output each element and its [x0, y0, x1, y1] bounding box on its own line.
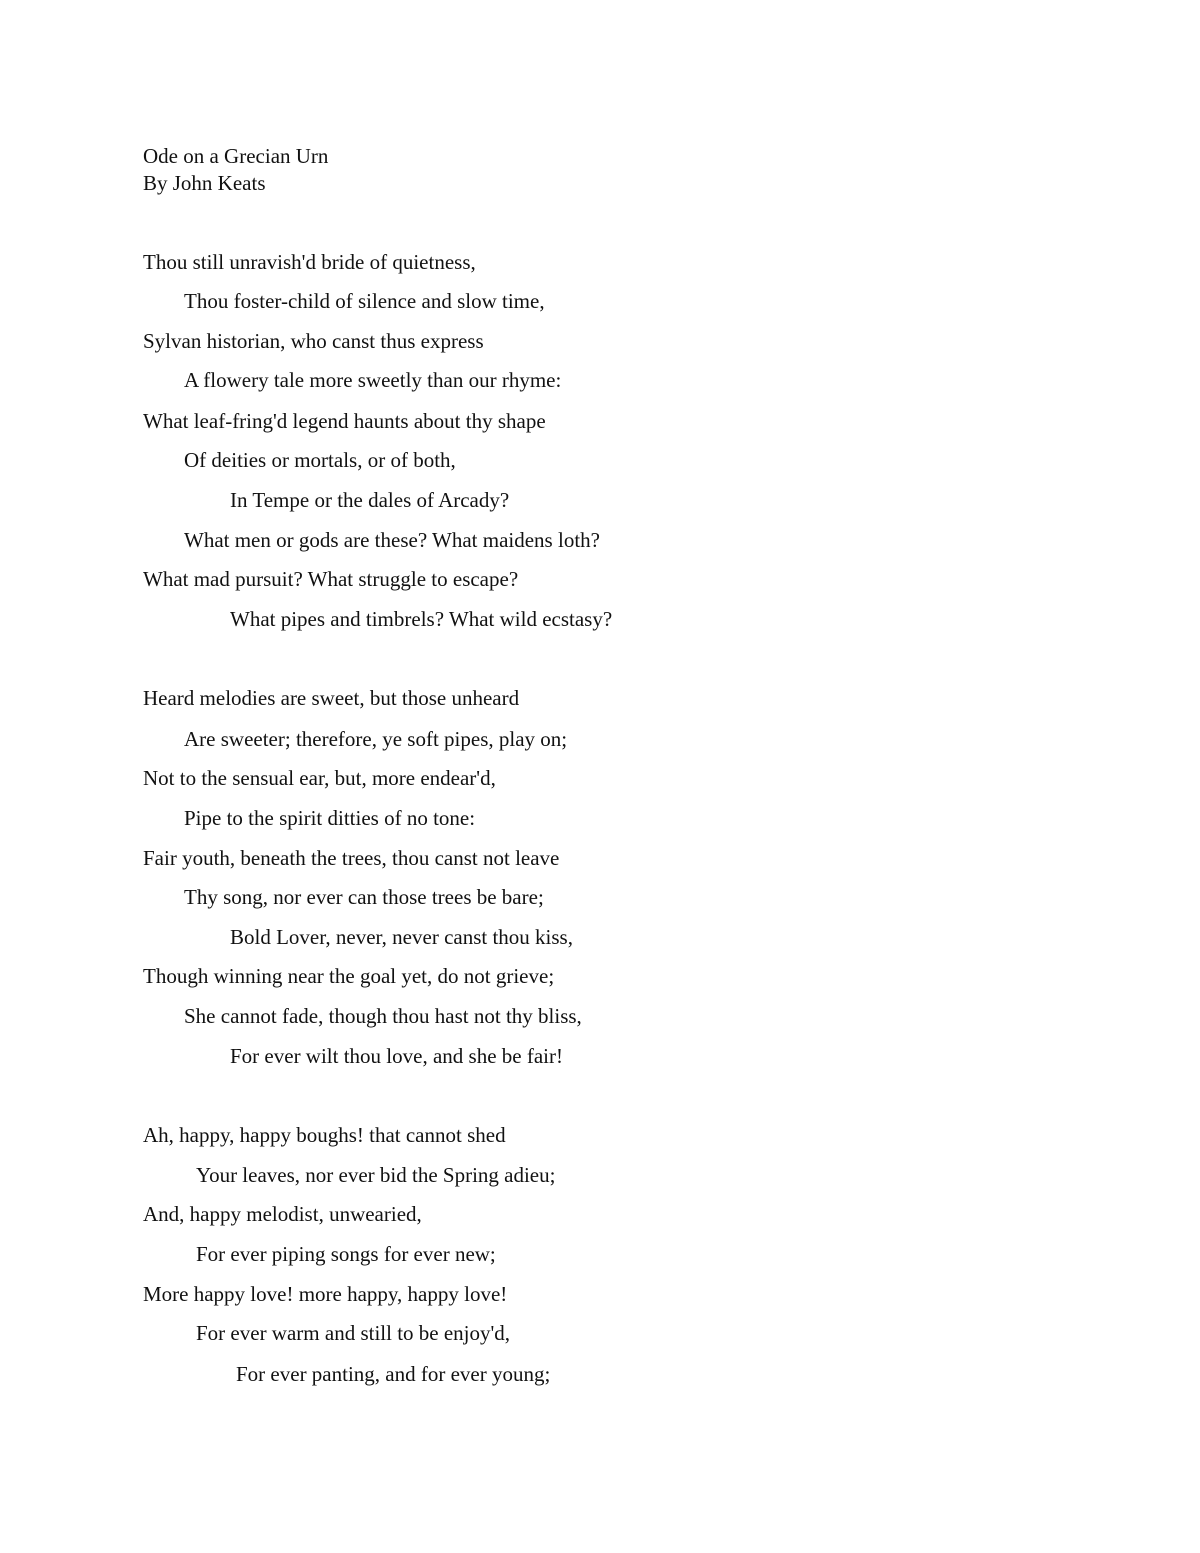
poem-line: For ever wilt thou love, and she be fair!: [230, 1044, 563, 1068]
poem-line: And, happy melodist, unwearied,: [143, 1202, 422, 1226]
poem-author: By John Keats: [143, 171, 266, 195]
poem-line: What mad pursuit? What struggle to escape?: [143, 567, 519, 591]
poem-line: Of deities or mortals, or of both,: [184, 448, 456, 472]
poem-line: What men or gods are these? What maidens loth?: [184, 528, 600, 552]
poem-line: Not to the sensual ear, but, more endear'd,: [143, 766, 496, 790]
poem-line: Are sweeter; therefore, ye soft pipes, play on;: [184, 727, 568, 751]
poem-line: What leaf-fring'd legend haunts about thy shape: [143, 409, 546, 433]
poem-line: Ah, happy, happy boughs! that cannot shed: [143, 1123, 506, 1147]
poem-line: For ever piping songs for ever new;: [196, 1242, 496, 1266]
poem-line: Your leaves, nor ever bid the Spring adieu;: [196, 1163, 556, 1187]
poem-line: She cannot fade, though thou hast not thy bliss,: [184, 1004, 582, 1028]
poem-line: Fair youth, beneath the trees, thou canst not leave: [143, 846, 560, 870]
poem-line: Thou foster-child of silence and slow time,: [184, 289, 545, 313]
poem-line: Bold Lover, never, never canst thou kiss,: [230, 925, 573, 949]
poem-line: Thy song, nor ever can those trees be bare;: [184, 885, 544, 909]
poem-line: Heard melodies are sweet, but those unheard: [143, 686, 520, 710]
poem-line: For ever panting, and for ever young;: [236, 1362, 551, 1386]
poem-line: Sylvan historian, who canst thus express: [143, 329, 484, 353]
poem-line: Pipe to the spirit ditties of no tone:: [184, 806, 476, 830]
poem-line: A flowery tale more sweetly than our rhyme:: [184, 368, 562, 392]
poem-line: What pipes and timbrels? What wild ecstasy?: [230, 607, 613, 631]
poem-line: For ever warm and still to be enjoy'd,: [196, 1321, 511, 1345]
poem-line: Thou still unravish'd bride of quietness,: [143, 250, 476, 274]
poem-header: [143, 143, 328, 197]
poem-line: Though winning near the goal yet, do not grieve;: [143, 964, 555, 988]
poem-line: More happy love! more happy, happy love!: [143, 1282, 508, 1306]
poem-line: In Tempe or the dales of Arcady?: [230, 488, 510, 512]
poem-title: Ode on a Grecian Urn: [143, 144, 329, 168]
